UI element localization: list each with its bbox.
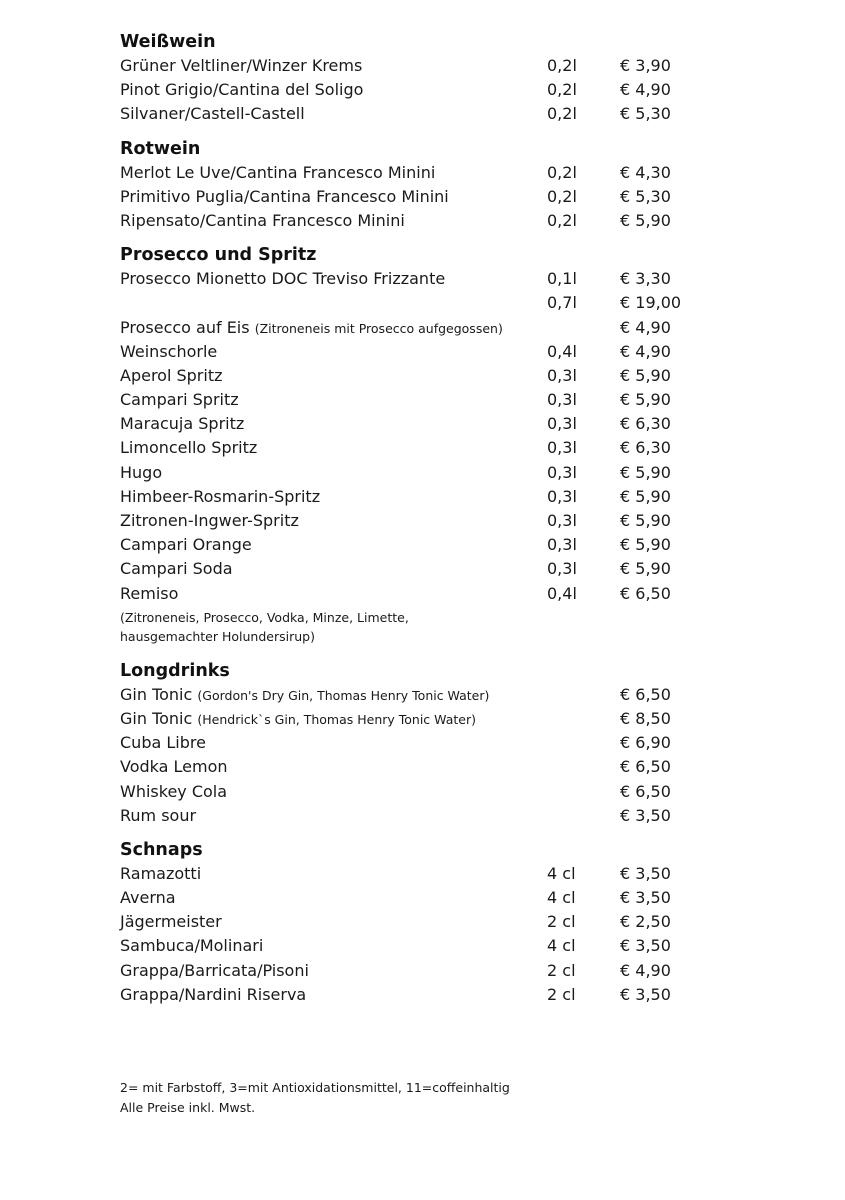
menu-item [120, 707, 760, 731]
item-volume: 0,3l [547, 462, 577, 482]
item-name-wrap [120, 316, 503, 341]
item-name: Grappa/Nardini Riserva [120, 984, 307, 1004]
item-name-wrap [120, 54, 362, 78]
item-volume: 0,2l [547, 56, 577, 75]
menu-item [120, 983, 760, 1007]
menu-item [120, 485, 760, 509]
item-price: € 5,90 [620, 559, 671, 579]
menu-item [120, 388, 760, 412]
item-name: Campari Orange [120, 535, 252, 555]
item-volume: 0,2l [547, 80, 577, 100]
menu-item [120, 102, 760, 126]
item-volume: 4 cl [547, 863, 576, 883]
item-volume: 0,4l [547, 341, 577, 361]
item-name-wrap [120, 388, 239, 412]
menu-item [120, 533, 760, 557]
tax-note: Alle Preise inkl. Mwst. [120, 1100, 256, 1115]
item-volume: 0,3l [547, 559, 577, 579]
menu-item [120, 804, 760, 828]
menu-item [120, 78, 760, 102]
item-price: € 4,90 [620, 960, 671, 980]
item-volume: 0,3l [547, 414, 577, 434]
item-price: € 5,30 [620, 104, 671, 124]
menu-item [120, 340, 760, 364]
menu-item [120, 582, 760, 606]
item-name-wrap [120, 340, 217, 364]
item-volume: 0,3l [547, 390, 577, 410]
item-note: (Gordon's Dry Gin, Thomas Henry Tonic Water) [197, 687, 490, 703]
item-volume: 2 cl [547, 912, 576, 932]
item-name: Whiskey Cola [120, 781, 228, 801]
item-volume: 0,2l [547, 162, 577, 182]
item-name-wrap [120, 959, 309, 983]
section-heading: Prosecco und Spritz [120, 245, 317, 266]
menu-item [120, 316, 760, 340]
item-price: € 5,90 [620, 210, 671, 230]
menu-item [120, 509, 760, 533]
item-volume: 4 cl [547, 936, 576, 956]
item-name: Campari Soda [120, 559, 233, 579]
menu-item [120, 780, 760, 804]
item-name-wrap [120, 780, 227, 804]
item-name-wrap [120, 102, 305, 126]
item-name-wrap [120, 78, 363, 102]
item-name: Primitivo Puglia/Cantina Francesco Minini [120, 186, 449, 206]
item-name-wrap [120, 557, 233, 581]
item-name: Ripensato/Cantina Francesco Minini [120, 210, 405, 230]
item-name: Ramazotti [120, 863, 202, 883]
item-name: Grüner Veltliner/Winzer Krems [120, 56, 363, 75]
menu-section [120, 659, 760, 828]
menu-section [120, 30, 760, 127]
item-name-wrap [120, 804, 196, 828]
item-volume: 0,1l [547, 269, 577, 289]
item-name-wrap [120, 886, 176, 910]
item-name: Vodka Lemon [120, 757, 228, 777]
item-name-wrap [120, 485, 320, 509]
menu-item [120, 291, 760, 315]
item-description [120, 606, 760, 649]
menu-item [120, 934, 760, 958]
item-name-wrap [120, 934, 263, 958]
menu-item [120, 557, 760, 581]
item-volume: 0,2l [547, 104, 577, 124]
menu-item [120, 161, 760, 185]
item-volume: 0,3l [547, 365, 577, 385]
item-note: (Hendrick`s Gin, Thomas Henry Tonic Water) [197, 711, 476, 727]
item-name-wrap [120, 533, 252, 557]
item-name: Gin Tonic [120, 684, 193, 704]
item-price: € 6,30 [620, 414, 671, 434]
section-heading: Longdrinks [120, 660, 230, 681]
menu-item [120, 731, 760, 755]
item-name-wrap [120, 461, 162, 485]
menu-item [120, 683, 760, 707]
item-name: Limoncello Spritz [120, 438, 258, 458]
item-name: Weinschorle [120, 341, 218, 361]
item-name-wrap [120, 436, 257, 460]
item-price: € 6,50 [620, 583, 671, 603]
item-name: Prosecco Mionetto DOC Treviso Frizzante [120, 269, 446, 289]
item-name: Rum sour [120, 805, 197, 825]
menu-item [120, 185, 760, 209]
item-name-wrap [120, 582, 178, 606]
section-heading: Schnaps [120, 839, 203, 860]
menu-item [120, 364, 760, 388]
item-volume: 0,7l [547, 293, 577, 313]
menu-item [120, 910, 760, 934]
item-price: € 3,50 [620, 936, 671, 956]
item-price: € 5,90 [620, 390, 671, 410]
menu-section [120, 243, 760, 649]
item-price: € 4,30 [620, 162, 671, 182]
item-price: € 4,90 [620, 317, 671, 337]
item-name: Campari Spritz [120, 390, 239, 410]
item-name-wrap [120, 412, 244, 436]
item-price: € 2,50 [620, 912, 671, 932]
menu-item [120, 436, 760, 460]
item-name: Aperol Spritz [120, 365, 223, 385]
item-volume: 2 cl [547, 960, 576, 980]
item-name-wrap [120, 983, 306, 1007]
item-price: € 6,50 [620, 757, 671, 777]
item-name-wrap [120, 267, 445, 291]
item-name-wrap [120, 731, 206, 755]
item-name: Himbeer-Rosmarin-Spritz [120, 486, 321, 506]
menu-item [120, 755, 760, 779]
item-price: € 3,50 [620, 888, 671, 908]
menu-item [120, 267, 760, 291]
section-heading: Weißwein [120, 32, 216, 52]
item-price: € 5,90 [620, 462, 671, 482]
menu-item [120, 862, 760, 886]
menu-item [120, 209, 760, 233]
item-name-wrap [120, 707, 476, 732]
item-price: € 3,30 [620, 269, 671, 289]
additives-legend: 2= mit Farbstoff, 3=mit Antioxidationsmittel, 11=coffeinhaltig [120, 1080, 510, 1095]
menu-item [120, 54, 760, 78]
drinks-menu [120, 30, 760, 1017]
item-name-wrap [120, 683, 489, 708]
item-price: € 4,90 [620, 80, 671, 100]
item-name-wrap [120, 185, 449, 209]
item-price: € 3,50 [620, 984, 671, 1004]
item-name: Zitronen-Ingwer-Spritz [120, 511, 299, 530]
item-name: Pinot Grigio/Cantina del Soligo [120, 80, 364, 100]
menu-sections [120, 30, 760, 1007]
item-name-wrap [120, 209, 405, 233]
item-price: € 6,50 [620, 781, 671, 801]
item-price: € 5,30 [620, 186, 671, 206]
item-price: € 3,50 [620, 863, 671, 883]
item-price: € 6,30 [620, 438, 671, 458]
item-price: € 6,50 [620, 684, 671, 704]
item-volume: 2 cl [547, 984, 576, 1004]
menu-item [120, 461, 760, 485]
item-price: € 5,90 [620, 535, 671, 555]
item-name-wrap [120, 509, 299, 533]
menu-item [120, 886, 760, 910]
item-name: Jägermeister [120, 912, 222, 932]
item-price: € 5,90 [620, 511, 671, 530]
item-volume: 4 cl [547, 888, 576, 908]
footer-notes [120, 1078, 510, 1118]
item-name: Prosecco auf Eis [120, 317, 250, 337]
item-name: Gin Tonic [120, 708, 193, 728]
item-name-wrap [120, 862, 201, 886]
item-volume: 0,3l [547, 535, 577, 555]
item-description-line: (Zitroneneis, Prosecco, Vodka, Minze, Limette, [120, 609, 409, 625]
item-name: Maracuja Spritz [120, 414, 245, 434]
item-volume: 0,3l [547, 438, 577, 458]
menu-item [120, 959, 760, 983]
section-heading: Rotwein [120, 138, 201, 159]
item-price: € 8,50 [620, 708, 671, 728]
menu-section [120, 838, 760, 1007]
item-name-wrap [120, 161, 435, 185]
item-name: Cuba Libre [120, 733, 206, 753]
item-name: Hugo [120, 462, 163, 482]
item-price: € 19,00 [620, 293, 682, 313]
item-price: € 5,90 [620, 486, 671, 506]
item-price: € 5,90 [620, 365, 671, 385]
item-note: (Zitroneneis mit Prosecco aufgegossen) [254, 320, 503, 336]
item-volume: 0,2l [547, 210, 577, 230]
item-name-wrap [120, 910, 222, 934]
item-name: Averna [120, 888, 176, 908]
item-price: € 6,90 [620, 733, 671, 753]
item-price: € 3,50 [620, 805, 671, 825]
item-volume: 0,3l [547, 511, 577, 530]
item-name: Sambuca/Molinari [120, 936, 264, 956]
item-name-wrap [120, 364, 223, 388]
item-description-line: hausgemachter Holundersirup) [120, 628, 315, 644]
item-volume: 0,2l [547, 186, 577, 206]
item-volume: 0,3l [547, 486, 577, 506]
menu-item [120, 412, 760, 436]
item-price: € 3,90 [620, 56, 671, 75]
item-price: € 4,90 [620, 341, 671, 361]
item-name: Remiso [120, 583, 179, 603]
item-name: Merlot Le Uve/Cantina Francesco Minini [120, 162, 436, 182]
item-name: Grappa/Barricata/Pisoni [120, 960, 309, 980]
item-name-wrap [120, 755, 228, 779]
item-name: Silvaner/Castell-Castell [120, 104, 305, 124]
item-volume: 0,4l [547, 583, 577, 603]
menu-section [120, 137, 760, 234]
